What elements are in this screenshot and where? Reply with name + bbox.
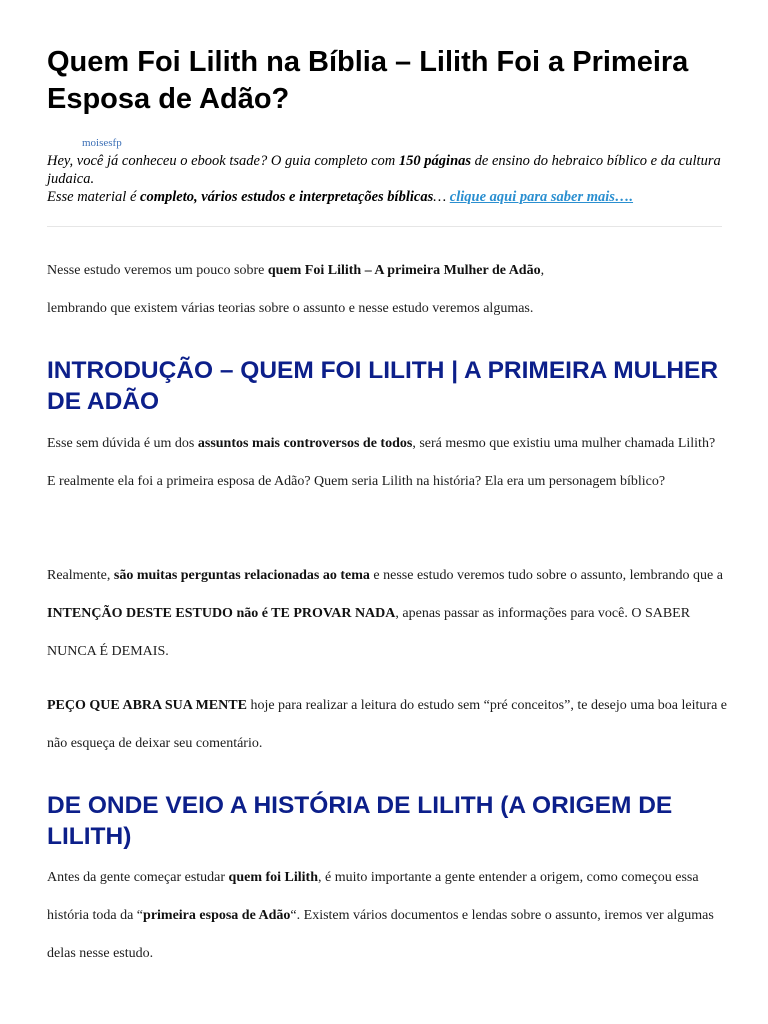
para-bold: são muitas perguntas relacionadas ao tema: [113, 568, 370, 583]
intro-text: Nesse estudo veremos um pouco sobre: [47, 263, 268, 278]
para-text: e nesse estudo veremos tudo sobre o assunto, lembrando que a: [369, 568, 723, 583]
para-bold: quem foi Lilith: [228, 870, 318, 885]
promo-highlight: completo, vários estudos e interpretações bíblicas: [140, 189, 434, 205]
promo-more-link[interactable]: clique aqui para saber mais….: [449, 189, 634, 205]
para-text: hoje para realizar a leitura do estudo sem “pré conceitos”, te desejo uma boa leitura e não esqueça de deixar seu comentário.: [47, 698, 727, 751]
ebook-promo: [47, 152, 727, 206]
section1-paragraph-1: [47, 425, 727, 501]
intro-paragraph: [47, 252, 727, 328]
section1-paragraph-3: [47, 687, 727, 763]
para-text: , apenas passar as informações para você. O SABER NUNCA É DEMAIS.: [47, 606, 691, 659]
para-text: “. Existem vários documentos e lendas sobre o assunto, iremos ver algumas delas nesse estudo.: [47, 908, 714, 961]
para-text: Esse sem dúvida é um dos: [47, 436, 198, 451]
para-text: , é muito importante a gente entender a origem, como começou essa história toda da “: [47, 870, 699, 923]
para-text: , será mesmo que existiu uma mulher chamada Lilith? E realmente ela foi a primeira esposa de Adão? Quem seria Lilith na história? Ela era um personagem bíblico?: [47, 436, 716, 489]
para-bold: primeira esposa de Adão: [143, 908, 291, 923]
para-bold: INTENÇÃO DESTE ESTUDO não é TE PROVAR NADA: [47, 606, 396, 621]
article-title: Quem Foi Lilith na Bíblia – Lilith Foi a Primeira Esposa de Adão?: [47, 46, 689, 115]
promo-text: …: [433, 189, 450, 205]
intro-text: ,: [540, 263, 545, 278]
promo-text: de ensino do hebraico bíblico e da cultura judaica.: [47, 153, 721, 187]
promo-text: Esse material é: [47, 189, 141, 205]
promo-highlight: 150 páginas: [398, 153, 472, 169]
divider: [47, 226, 722, 227]
para-text: Realmente,: [47, 568, 114, 583]
section1-paragraph-2: [47, 557, 727, 671]
section-heading-introducao: INTRODUÇÃO – QUEM FOI LILITH | A PRIMEIRA MULHER DE ADÃO: [47, 357, 719, 415]
section2-paragraph-1: [47, 859, 727, 973]
intro-bold: quem Foi Lilith – A primeira Mulher de Adão: [267, 263, 541, 278]
para-text: Antes da gente começar estudar: [47, 870, 229, 885]
para-bold: PEÇO QUE ABRA SUA MENTE: [47, 698, 247, 713]
intro-text: lembrando que existem várias teorias sobre o assunto e nesse estudo veremos algumas.: [47, 301, 534, 316]
promo-text: Hey, você já conheceu o ebook tsade? O guia completo com: [47, 153, 399, 169]
author-link[interactable]: moisesfp: [82, 137, 122, 149]
section-heading-origem: DE ONDE VEIO A HISTÓRIA DE LILITH (A ORIGEM DE LILITH): [47, 792, 673, 850]
para-bold: assuntos mais controversos de todos: [197, 436, 413, 451]
